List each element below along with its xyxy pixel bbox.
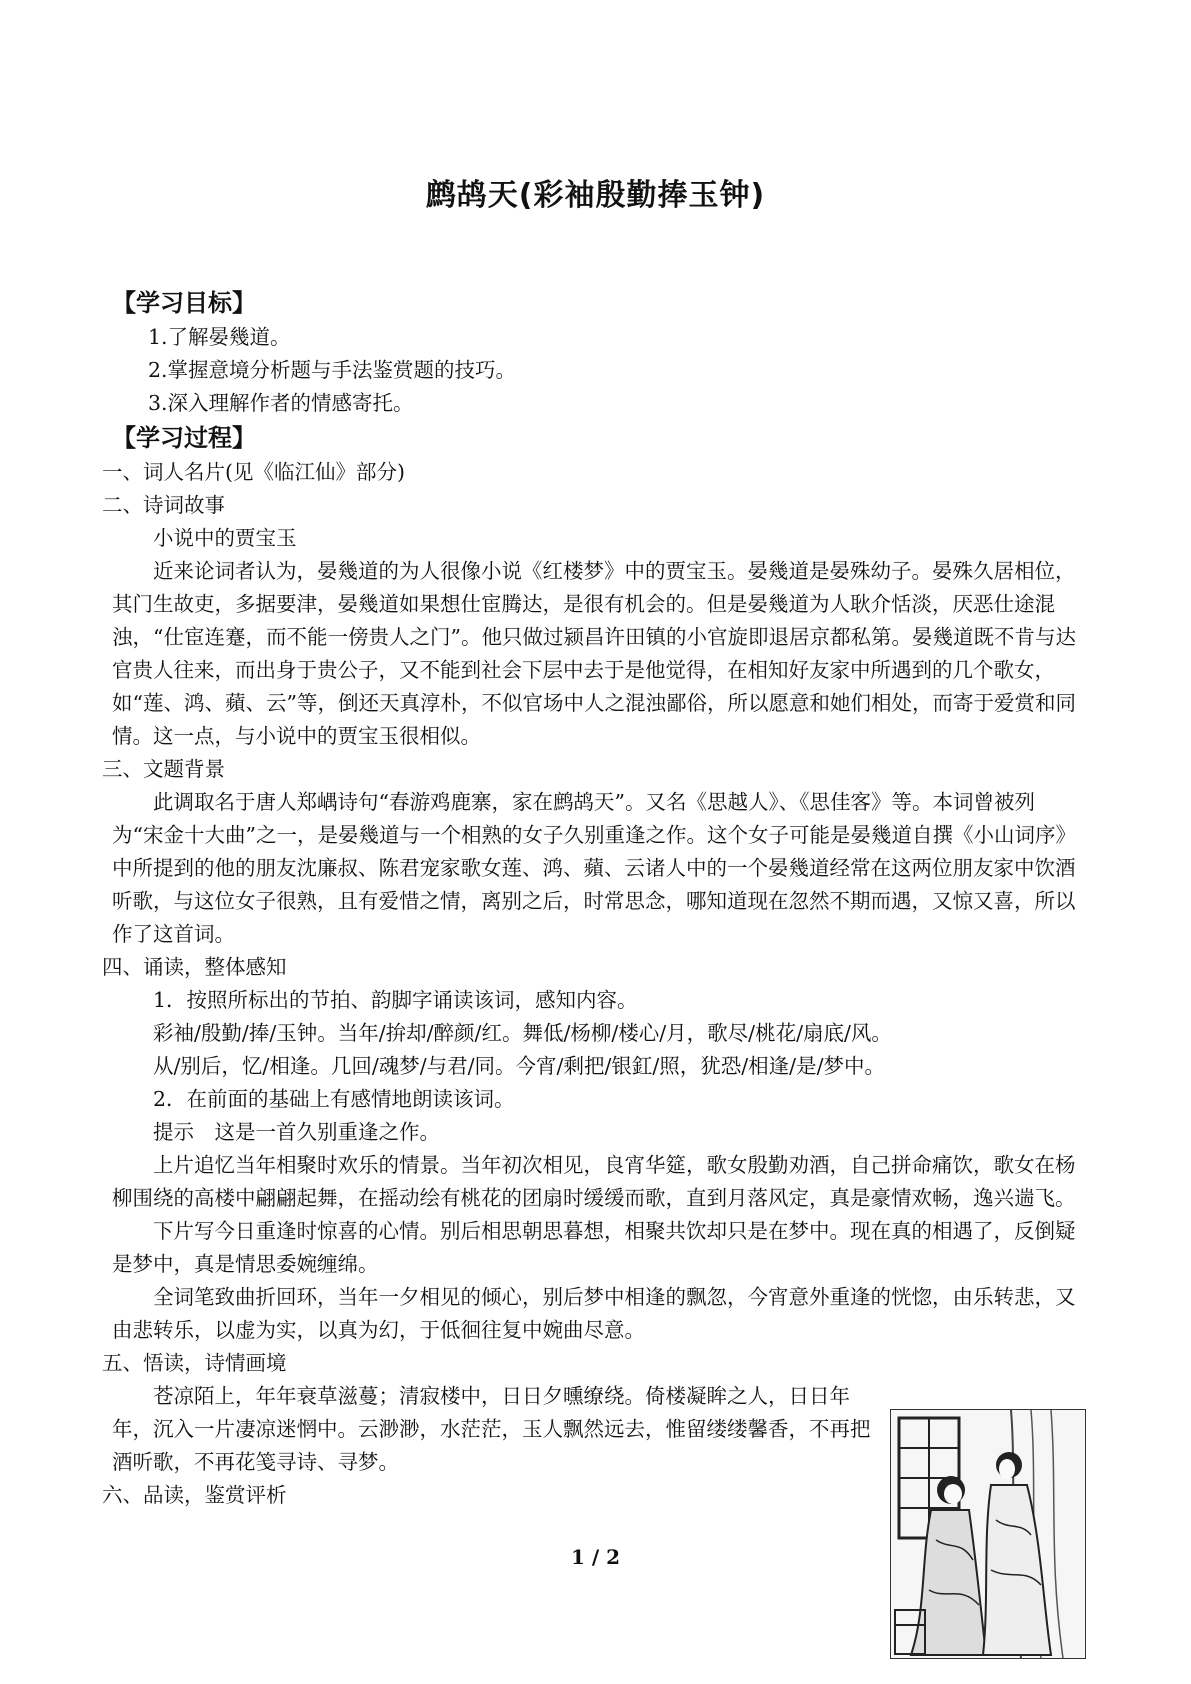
section-5-heading: 五、悟读，诗情画境 [102, 1351, 287, 1375]
section-2-heading: 二、诗词故事 [102, 493, 225, 517]
section-4-hint: 提示 这是一首久别重逢之作。 [153, 1120, 440, 1144]
section-4-paragraph-2: 下片写今日重逢时惊喜的心情。别后相思朝思暮想，相聚共饮却只是在梦中。现在真的相遇了，反倒疑是梦中，真是情思委婉缠绵。 [112, 1219, 1076, 1276]
section-3-heading: 三、文题背景 [102, 757, 225, 781]
illustration-image [890, 1409, 1086, 1659]
section-2-paragraph: 近来论词者认为，晏幾道的为人很像小说《红楼梦》中的贾宝玉。晏幾道是晏殊幼子。晏殊久居相位，其门生故吏，多据要津，晏幾道如果想仕宦腾达，是很有机会的。但是晏幾道为人耿介恬淡，厌恶仕途混浊，“仕宦连蹇，而不能一傍贵人之门”。他只做过颍昌许田镇的小官旋即退居京都私第。晏幾道既不肯与达官贵人往来，而出身于贵公子，又不能到社会下层中去于是他觉得，在相知好友家中所遇到的几个歌女，如“莲、鸿、蘋、云”等，倒还天真淳朴，不似官场中人之混浊鄙俗，所以愿意和她们相处，而寄于爱赏和同情。这一点，与小说中的贾宝玉很相似。 [112, 559, 1076, 748]
section-4-item-2: 2．在前面的基础上有感情地朗读该词。 [153, 1087, 515, 1111]
section-2-subtitle: 小说中的贾宝玉 [153, 526, 297, 550]
poem-line-1: 彩袖/殷勤/捧/玉钟。当年/拚却/醉颜/红。舞低/杨柳/楼心/月，歌尽/桃花/扇底/风。 [153, 1021, 892, 1045]
section-5-paragraph: 苍凉陌上，年年衰草滋蔓；清寂楼中，日日夕曛缭绕。倚楼凝眸之人，日日年年，沉入一片凄凉迷惘中。云渺渺，水茫茫，玉人飘然远去，惟留缕缕馨香，不再把酒听歌，不再花笺寻诗、寻梦。 [112, 1384, 871, 1474]
page-number: 1 / 2 [570, 1545, 621, 1569]
document-body [102, 285, 1078, 1512]
section-4-heading: 四、诵读，整体感知 [102, 955, 287, 979]
section-4-paragraph-1: 上片追忆当年相聚时欢乐的情景。当年初次相见，良宵华筵，歌女殷勤劝酒，自己拼命痛饮，歌女在杨柳围绕的高楼中翩翩起舞，在摇动绘有桃花的团扇时缓缓而歌，直到月落风定，真是豪情欢畅，逸兴遄飞。 [112, 1153, 1076, 1210]
objective-3: 3.深入理解作者的情感寄托。 [148, 391, 414, 415]
objective-1: 1.了解晏幾道。 [148, 325, 291, 349]
objective-2: 2.掌握意境分析题与手法鉴赏题的技巧。 [148, 358, 517, 382]
objectives-heading: 【学习目标】 [112, 289, 256, 317]
illustration-drawing [891, 1410, 1085, 1658]
section-3-paragraph: 此调取名于唐人郑嵎诗句“春游鸡鹿寨，家在鹧鸪天”。又名《思越人》、《思佳客》等。本词曾被列为“宋金十大曲”之一，是晏幾道与一个相熟的女子久别重逢之作。这个女子可能是晏幾道自撰《小山词序》中所提到的他的朋友沈廉叔、陈君宠家歌女莲、鸿、蘋、云诸人中的一个晏幾道经常在这两位朋友家中饮酒听歌，与这位女子很熟，且有爱惜之情，离别之后，时常思念，哪知道现在忽然不期而遇，又惊又喜，所以作了这首词。 [112, 790, 1076, 946]
page-title: 鹧鸪天(彩袖殷勤捧玉钟) [425, 178, 766, 213]
process-heading: 【学习过程】 [112, 424, 256, 452]
section-6-heading: 六、品读，鉴赏评析 [102, 1483, 287, 1507]
section-4-paragraph-3: 全词笔致曲折回环，当年一夕相见的倾心，别后梦中相逢的飘忽，今宵意外重逢的恍惚，由乐转悲，又由悲转乐，以虚为实，以真为幻，于低徊往复中婉曲尽意。 [112, 1285, 1076, 1342]
section-4-item-1: 1．按照所标出的节拍、韵脚字诵读该词，感知内容。 [153, 988, 638, 1012]
poem-line-2: 从/别后，忆/相逢。几回/魂梦/与君/同。今宵/剩把/银釭/照，犹恐/相逢/是/梦中。 [153, 1054, 885, 1078]
section-1-heading: 一、词人名片(见《临江仙》部分) [102, 460, 405, 484]
